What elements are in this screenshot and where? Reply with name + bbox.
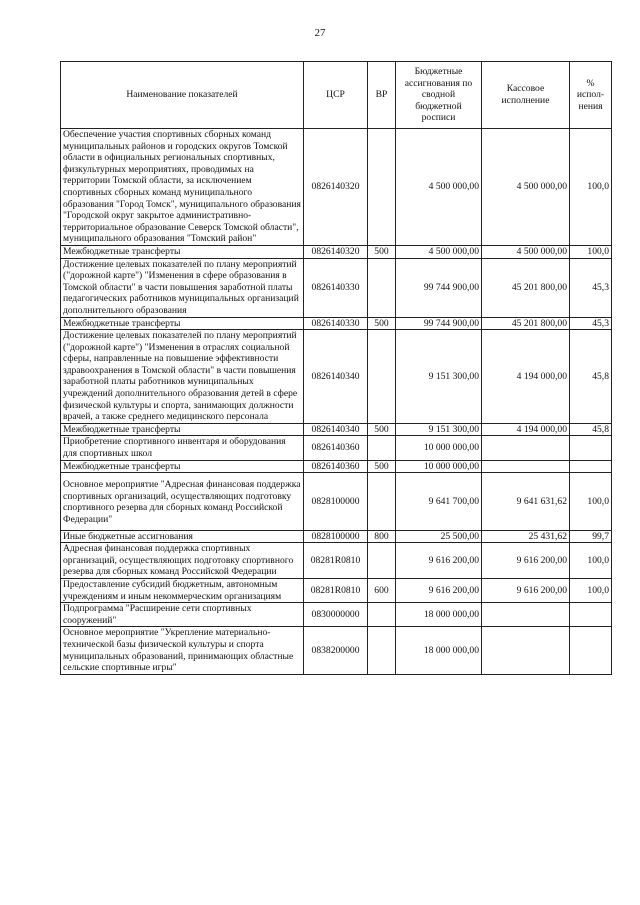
row-assigned: 4 500 000,00 bbox=[396, 129, 482, 246]
table-row bbox=[61, 473, 612, 530]
row-csr: 0826140330 bbox=[304, 258, 368, 317]
row-name: Подпрограмма "Расширение сети спортивных сооружений" bbox=[61, 603, 304, 627]
table-row bbox=[61, 543, 612, 579]
row-csr: 0826140340 bbox=[304, 423, 368, 436]
page-number: 27 bbox=[314, 27, 326, 39]
row-csr: 0826140320 bbox=[304, 245, 368, 258]
row-percent: 100,0 bbox=[570, 473, 612, 530]
row-name: Обеспечение участия спортивных сборных команд муниципальных районов и городских округов Томской области в официальных региональных спортивных, физкультурных мероприятиях, проводимых на территории Томской области, за исключением спортивных сборных команд муниципального образования "Город Томск", муниципального образования "Городской округ закрытое административно-территориальное образование Северск Томской области", муниципального образования "Томский район" bbox=[61, 129, 304, 246]
row-assigned: 9 641 700,00 bbox=[396, 473, 482, 530]
row-percent: 100,0 bbox=[570, 543, 612, 579]
row-csr: 0826140360 bbox=[304, 460, 368, 473]
row-csr: 0828100000 bbox=[304, 530, 368, 543]
row-name: Предоставление субсидий бюджетным, автономным учреждениям и иным некоммерческим организациям bbox=[61, 578, 304, 602]
table-row bbox=[61, 423, 612, 436]
row-vr: 600 bbox=[368, 578, 396, 602]
row-csr: 0830000000 bbox=[304, 603, 368, 627]
header-csr: ЦСР bbox=[304, 62, 368, 129]
row-percent bbox=[570, 627, 612, 674]
row-percent: 100,0 bbox=[570, 129, 612, 246]
row-name: Достижение целевых показателей по плану мероприятий ("дорожной карте") "Изменения в отраслях социальной сферы, направленные на повышение эффективности здравоохранения в Томской области" в части повышения заработной платы работников муниципальных учреждений дополнительного образования детей в сфере физической культуры и спорта, занимающих должности врачей, а также среднего медицинского персонала bbox=[61, 330, 304, 424]
row-percent bbox=[570, 603, 612, 627]
row-assigned: 4 500 000,00 bbox=[396, 245, 482, 258]
row-name: Иные бюджетные ассигнования bbox=[61, 530, 304, 543]
row-assigned: 9 616 200,00 bbox=[396, 578, 482, 602]
row-percent: 100,0 bbox=[570, 245, 612, 258]
row-percent bbox=[570, 436, 612, 460]
table-row bbox=[61, 436, 612, 460]
row-assigned: 10 000 000,00 bbox=[396, 436, 482, 460]
row-vr bbox=[368, 627, 396, 674]
table-row bbox=[61, 460, 612, 473]
row-cash: 45 201 800,00 bbox=[482, 317, 570, 330]
row-assigned: 18 000 000,00 bbox=[396, 603, 482, 627]
row-assigned: 9 151 300,00 bbox=[396, 423, 482, 436]
row-assigned: 25 500,00 bbox=[396, 530, 482, 543]
row-name: Основное мероприятие "Адресная финансовая поддержка спортивных организаций, осуществляющих подготовку спортивного резерва для сборных команд Российской Федерации" bbox=[61, 473, 304, 530]
row-assigned: 10 000 000,00 bbox=[396, 460, 482, 473]
row-cash bbox=[482, 627, 570, 674]
row-percent: 45,3 bbox=[570, 258, 612, 317]
header-assigned: Бюджетные ассигнования по сводной бюджетной росписи bbox=[396, 62, 482, 129]
row-percent: 45,8 bbox=[570, 330, 612, 424]
row-vr bbox=[368, 330, 396, 424]
row-assigned: 18 000 000,00 bbox=[396, 627, 482, 674]
budget-table bbox=[60, 61, 612, 675]
row-name: Межбюджетные трансферты bbox=[61, 460, 304, 473]
table-row bbox=[61, 245, 612, 258]
row-cash: 45 201 800,00 bbox=[482, 258, 570, 317]
row-percent: 100,0 bbox=[570, 578, 612, 602]
row-cash: 4 500 000,00 bbox=[482, 129, 570, 246]
table-row bbox=[61, 627, 612, 674]
row-cash: 9 616 200,00 bbox=[482, 543, 570, 579]
row-csr: 0828100000 bbox=[304, 473, 368, 530]
row-vr bbox=[368, 436, 396, 460]
row-vr bbox=[368, 258, 396, 317]
row-percent: 45,3 bbox=[570, 317, 612, 330]
table-header-row bbox=[61, 62, 612, 129]
table-row bbox=[61, 258, 612, 317]
row-name: Достижение целевых показателей по плану мероприятий ("дорожной карте") "Изменения в сфере образования в Томской области" в части повышения заработной платы педагогических работников муниципальных организаций дополнительного образования bbox=[61, 258, 304, 317]
row-csr: 08281R0810 bbox=[304, 578, 368, 602]
table-row bbox=[61, 317, 612, 330]
row-vr bbox=[368, 603, 396, 627]
row-cash: 4 194 000,00 bbox=[482, 330, 570, 424]
row-cash bbox=[482, 460, 570, 473]
header-percent: % испол-нения bbox=[570, 62, 612, 129]
table-row bbox=[61, 603, 612, 627]
row-vr bbox=[368, 473, 396, 530]
row-name: Приобретение спортивного инвентаря и оборудования для спортивных школ bbox=[61, 436, 304, 460]
row-cash: 4 500 000,00 bbox=[482, 245, 570, 258]
row-vr: 500 bbox=[368, 317, 396, 330]
row-cash: 9 641 631,62 bbox=[482, 473, 570, 530]
row-name: Адресная финансовая поддержка спортивных организаций, осуществляющих подготовку спортивного резерва для сборных команд Российской Федерации bbox=[61, 543, 304, 579]
row-assigned: 9 616 200,00 bbox=[396, 543, 482, 579]
table-row bbox=[61, 129, 612, 246]
row-name: Основное мероприятие "Укрепление материально-технической базы физической культуры и спорта муниципальных образований, принимающих областные сельские спортивные игры" bbox=[61, 627, 304, 674]
row-csr: 0838200000 bbox=[304, 627, 368, 674]
row-vr bbox=[368, 543, 396, 579]
row-cash: 9 616 200,00 bbox=[482, 578, 570, 602]
header-name: Наименование показателей bbox=[61, 62, 304, 129]
row-csr: 0826140360 bbox=[304, 436, 368, 460]
header-vr: ВР bbox=[368, 62, 396, 129]
row-cash bbox=[482, 436, 570, 460]
table-row bbox=[61, 330, 612, 424]
row-percent: 99,7 bbox=[570, 530, 612, 543]
row-percent: 45,8 bbox=[570, 423, 612, 436]
row-name: Межбюджетные трансферты bbox=[61, 423, 304, 436]
row-vr: 500 bbox=[368, 423, 396, 436]
row-csr: 08281R0810 bbox=[304, 543, 368, 579]
row-percent bbox=[570, 460, 612, 473]
row-vr bbox=[368, 129, 396, 246]
row-csr: 0826140330 bbox=[304, 317, 368, 330]
row-csr: 0826140340 bbox=[304, 330, 368, 424]
table-row bbox=[61, 578, 612, 602]
row-vr: 500 bbox=[368, 460, 396, 473]
row-name: Межбюджетные трансферты bbox=[61, 317, 304, 330]
row-vr: 500 bbox=[368, 245, 396, 258]
table-row bbox=[61, 530, 612, 543]
row-name: Межбюджетные трансферты bbox=[61, 245, 304, 258]
row-vr: 800 bbox=[368, 530, 396, 543]
header-cash: Кассовое исполнение bbox=[482, 62, 570, 129]
row-cash: 25 431,62 bbox=[482, 530, 570, 543]
row-assigned: 99 744 900,00 bbox=[396, 317, 482, 330]
row-cash bbox=[482, 603, 570, 627]
row-assigned: 99 744 900,00 bbox=[396, 258, 482, 317]
row-assigned: 9 151 300,00 bbox=[396, 330, 482, 424]
row-csr: 0826140320 bbox=[304, 129, 368, 246]
row-cash: 4 194 000,00 bbox=[482, 423, 570, 436]
